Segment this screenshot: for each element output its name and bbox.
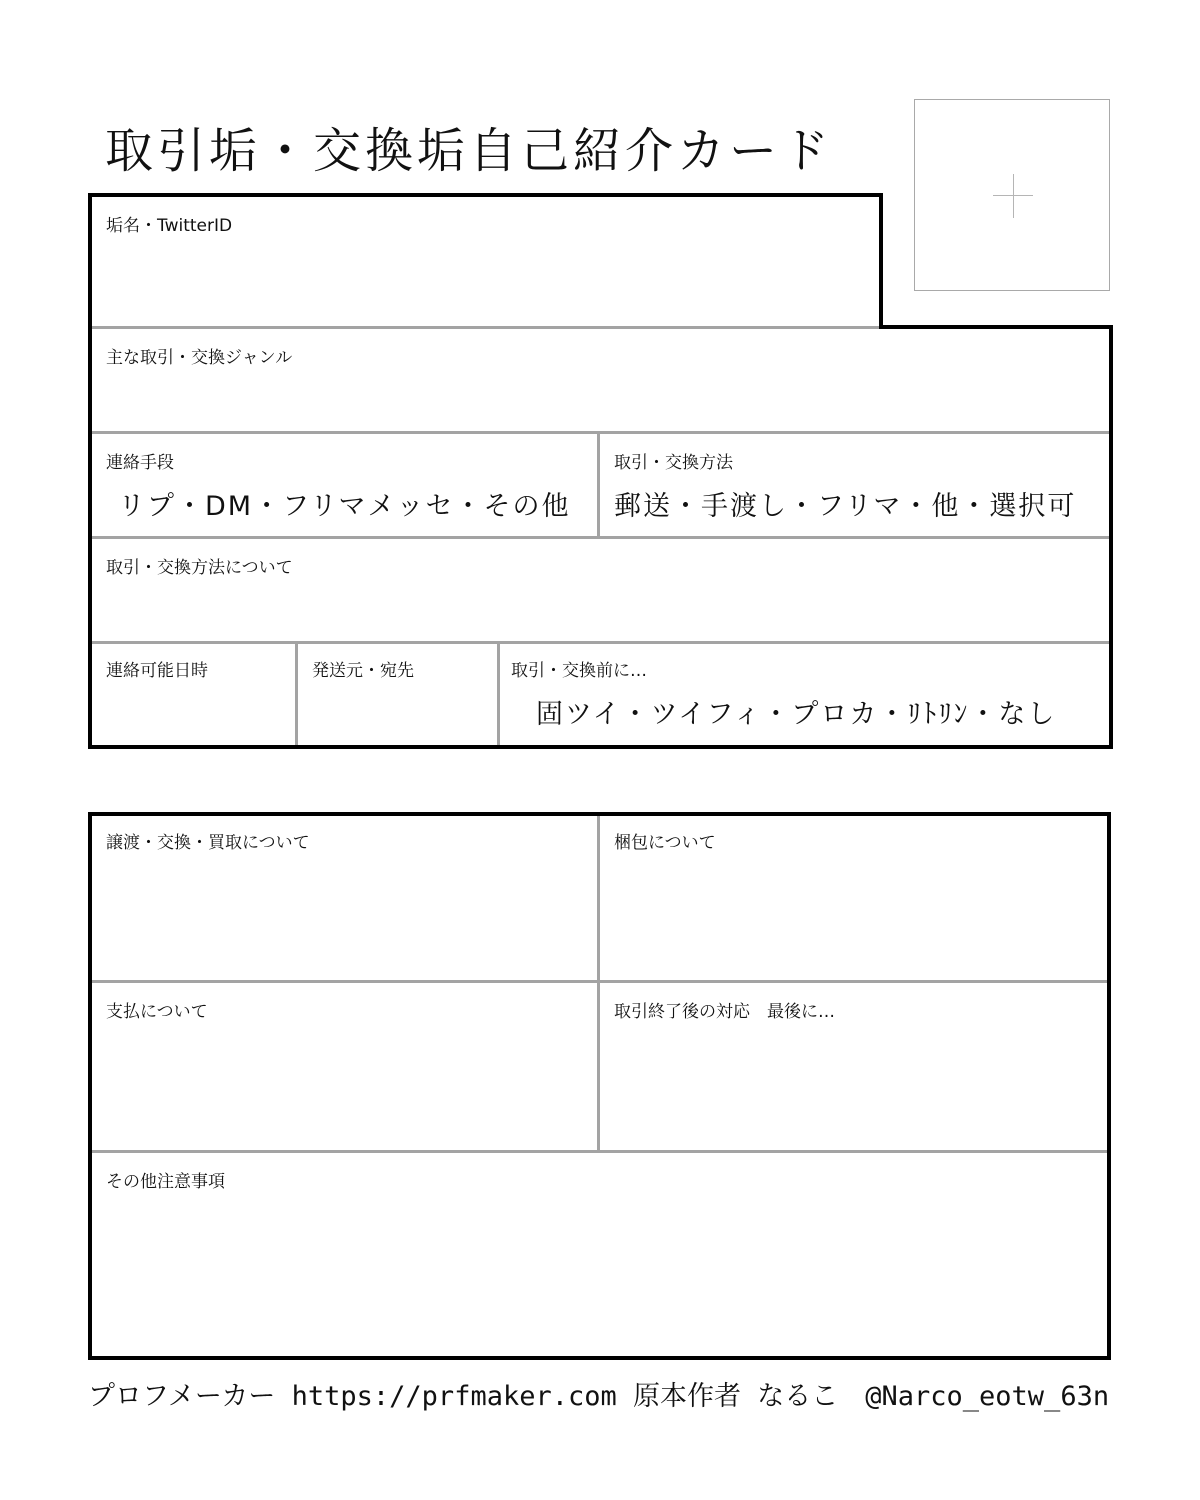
payment-label: 支払について [106,1002,208,1022]
genre-label: 主な取引・交換ジャンル [106,348,293,368]
page-title: 取引垢・交換垢自己紹介カード [105,123,834,179]
after-trade-label: 取引終了後の対応 最後に… [614,1002,835,1022]
trade-method-about-label: 取引・交換方法について [106,558,293,578]
ship-from-to-label: 発送元・宛先 [312,661,414,681]
contact-method-label: 連絡手段 [106,453,174,473]
trade-method-label: 取引・交換方法 [614,453,733,473]
after-trade-field[interactable] [600,983,1107,1150]
ship-from-to-field[interactable] [298,644,497,745]
trade-method-options: 郵送・手渡し・フリマ・他・選択可 [614,491,1077,522]
packing-field[interactable] [600,816,1107,980]
trade-method-field[interactable] [600,434,1109,536]
account-name-field[interactable] [92,197,879,326]
contact-time-label: 連絡可能日時 [106,661,208,681]
footer-credit: プロフメーカー https://prfmaker.com 原本作者 なるこ @Narco_eotw_63n [88,1381,1110,1412]
transfer-field[interactable] [92,816,597,980]
before-trade-field[interactable] [500,644,1109,745]
genre-field[interactable] [92,329,1109,431]
contact-time-field[interactable] [92,644,295,745]
contact-method-field[interactable] [92,434,597,536]
transfer-label: 譲渡・交換・買取について [106,833,310,853]
notes-field[interactable] [92,1153,1107,1356]
packing-label: 梱包について [614,833,716,853]
payment-field[interactable] [92,983,597,1150]
before-trade-options: 固ツイ・ツイフィ・プロカ・ﾘﾄﾘﾝ・なし [536,699,1057,730]
contact-method-options: リプ・DM・フリマメッセ・その他 [118,491,571,522]
photo-upload-slot[interactable] [914,99,1110,291]
before-trade-label: 取引・交換前に… [511,661,647,681]
trade-method-about-field[interactable] [92,539,1109,641]
notes-label: その他注意事項 [106,1172,225,1192]
account-name-label: 垢名・TwitterID [106,216,233,236]
